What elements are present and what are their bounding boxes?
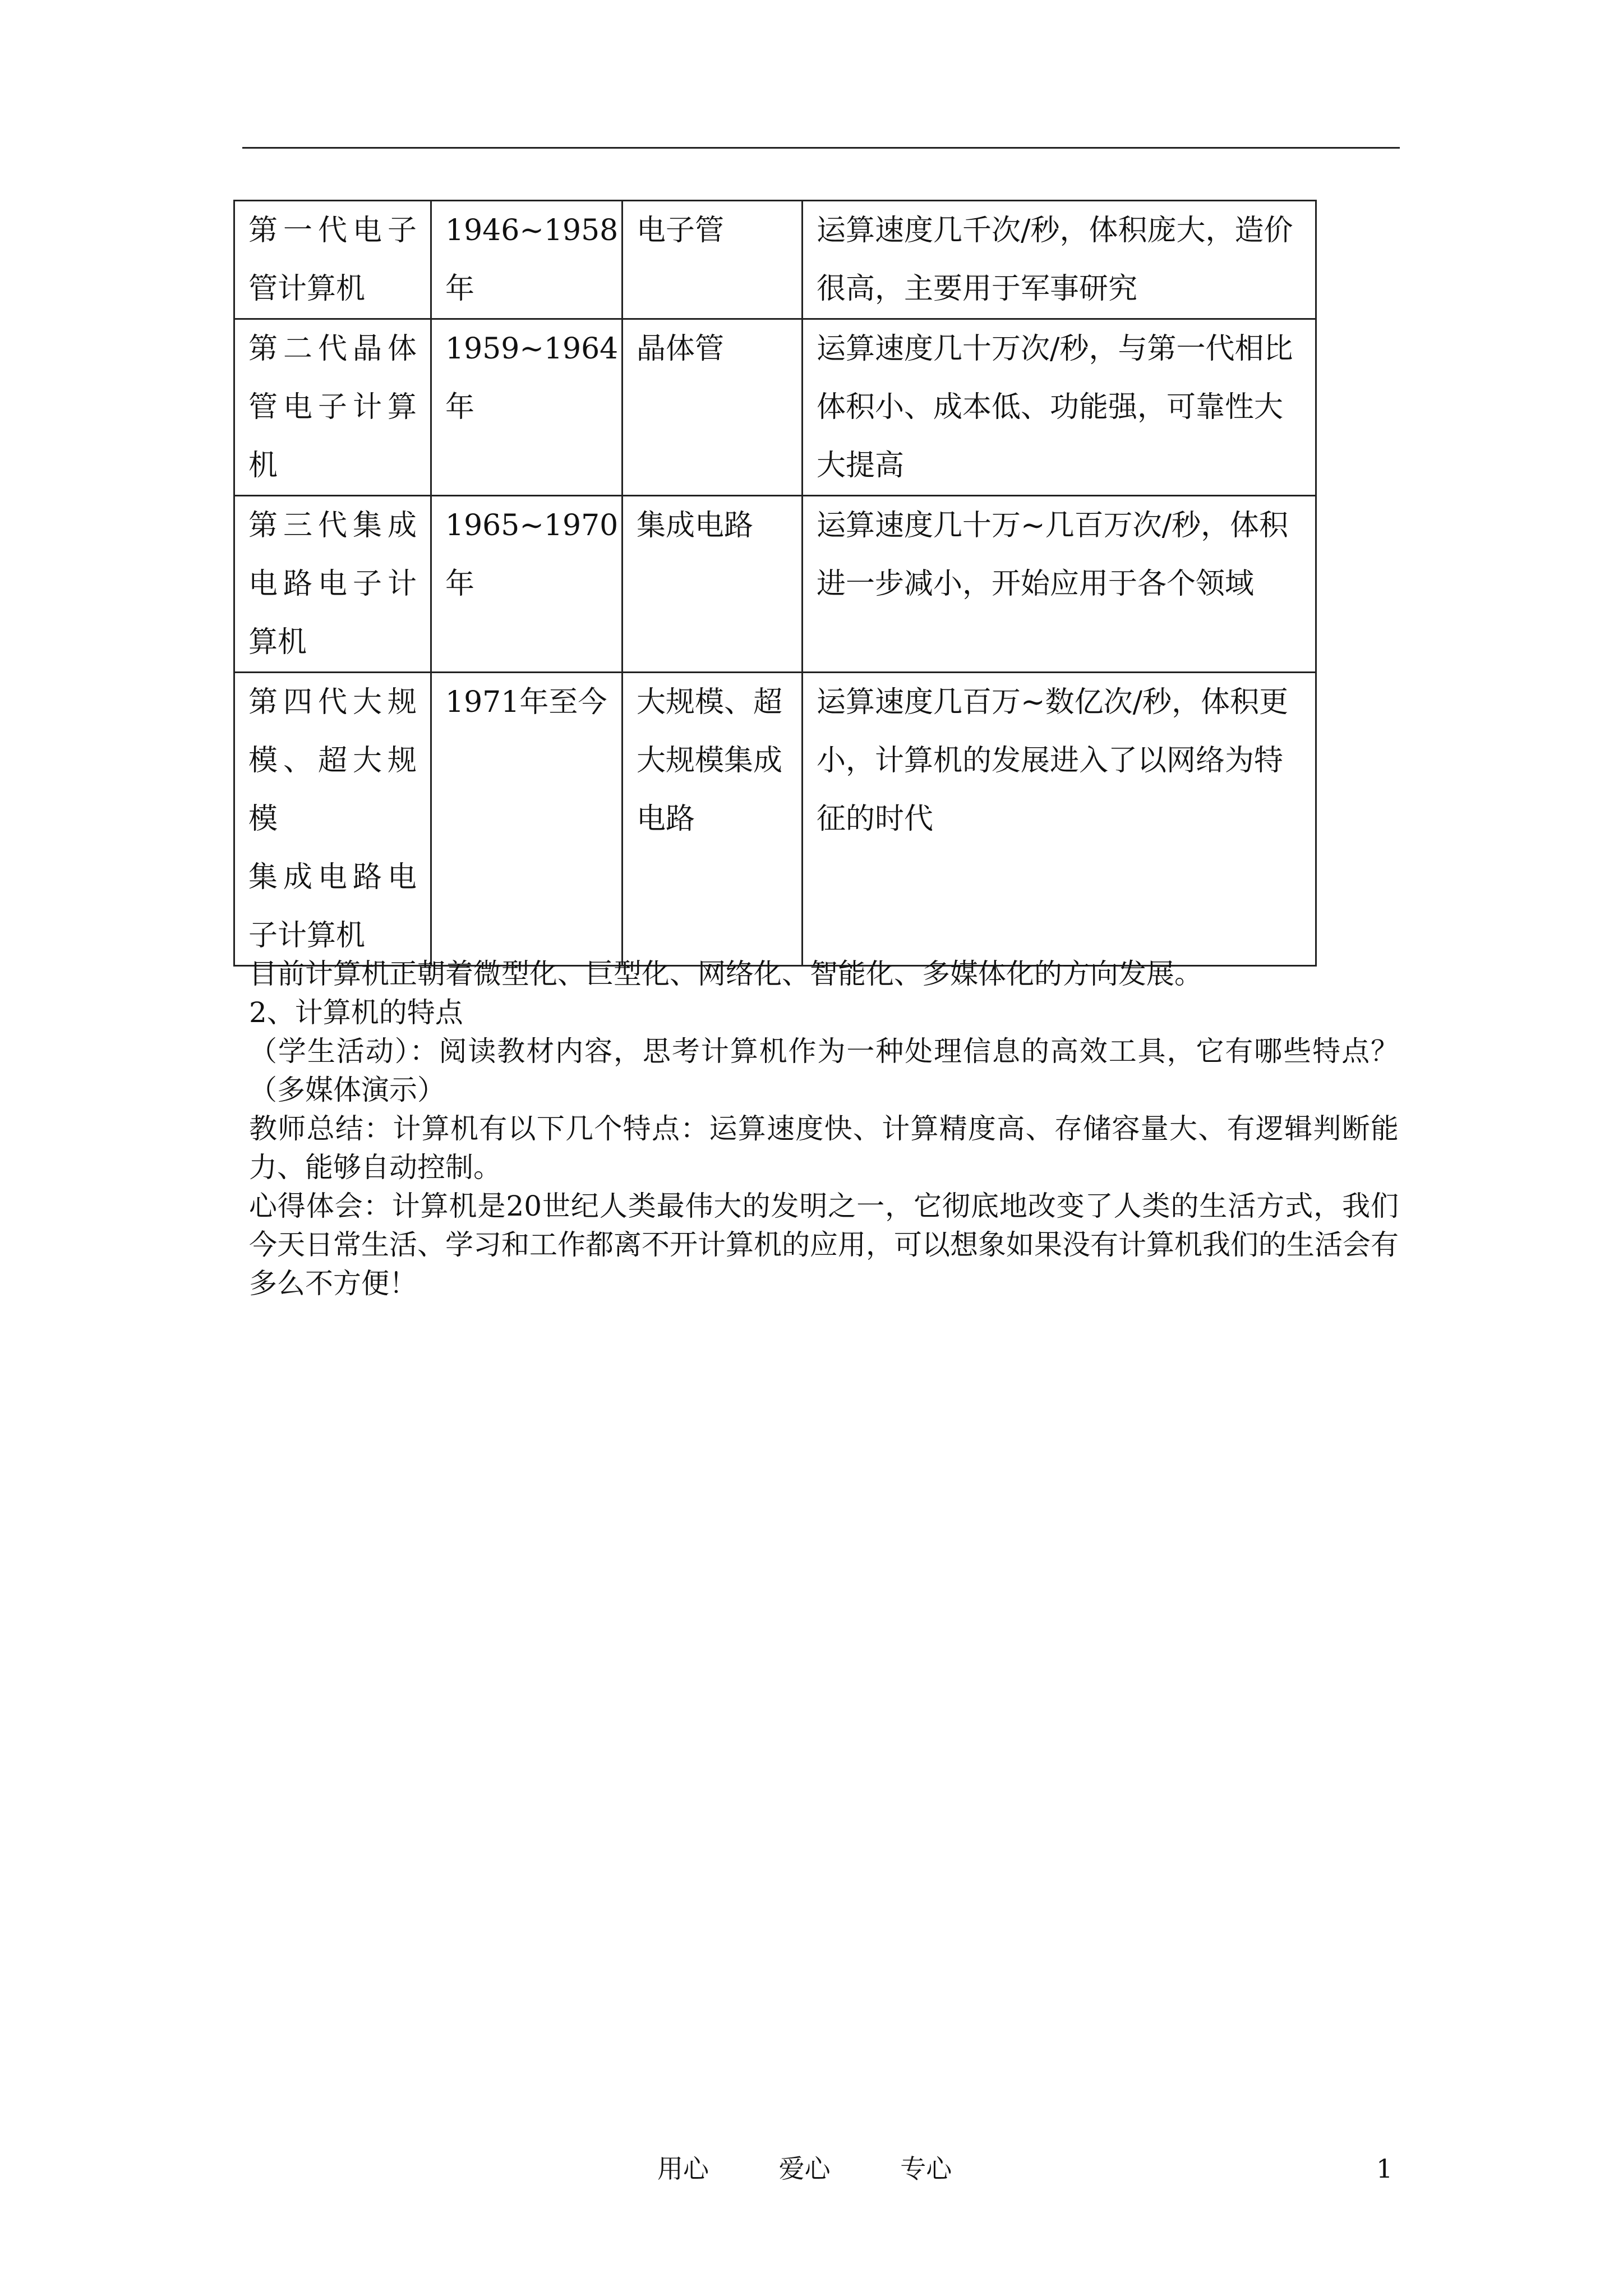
body-text [249,955,1399,1303]
computer-generations-table [233,200,1317,967]
section-heading: 2、计算机的特点 [249,996,463,1029]
table-row [234,201,1316,319]
generation-component-cell: 电子管 [623,201,803,319]
generation-component-cell: 晶体管 [623,319,803,496]
generation-description-cell: 运算速度几百万~数亿次/秒，体积更小，计算机的发展进入了以网络为特征的时代 [803,673,1316,966]
generation-description-cell: 运算速度几十万次/秒，与第一代相比体积小、成本低、功能强，可靠性大大提高 [803,319,1316,496]
generation-years-cell: 1965~1970年 [431,496,623,673]
paragraph-trend: 目前计算机正朝着微型化、巨型化、网络化、智能化、多媒体化的方向发展。 [249,958,1202,990]
footer-slogan-word: 爱心 [778,2154,831,2184]
generation-name-cell: 第二代晶体 管电子计算 机 [234,319,431,496]
table-row [234,496,1316,673]
paragraph-reflection: 心得体会：计算机是20世纪人类最伟大的发明之一，它彻底地改变了人类的生活方式，我们今天日常生活、学习和工作都离不开计算机的应用，可以想象如果没有计算机我们的生活会有多么不方便！ [249,1190,1399,1300]
generation-component-cell: 大规模、超大规模集成电路 [623,673,803,966]
generation-description-cell: 运算速度几千次/秒，体积庞大，造价很高，主要用于军事研究 [803,201,1316,319]
generation-name-cell: 第四代大规 模、超大规模 集成电路电 子计算机 [234,673,431,966]
page-number: 1 [1376,2154,1393,2184]
table-row [234,673,1316,966]
generation-years-cell: 1946~1958年 [431,201,623,319]
header-rule [242,147,1400,149]
generation-description-cell: 运算速度几十万~几百万次/秒，体积进一步减小，开始应用于各个领域 [803,496,1316,673]
generation-years-cell: 1971年至今 [431,673,623,966]
footer-slogan [657,2152,1013,2185]
generation-years-cell: 1959~1964年 [431,319,623,496]
footer-slogan-word: 用心 [657,2154,709,2184]
paragraph-student-activity: （学生活动）：阅读教材内容，思考计算机作为一种处理信息的高效工具，它有哪些特点？（多媒体演示） [249,1035,1399,1106]
footer-slogan-word: 专心 [900,2154,952,2184]
generation-name-cell: 第一代电子 管计算机 [234,201,431,319]
generation-component-cell: 集成电路 [623,496,803,673]
paragraph-teacher-summary: 教师总结：计算机有以下几个特点：运算速度快、计算精度高、存储容量大、有逻辑判断能力、能够自动控制。 [249,1112,1399,1184]
generation-name-cell: 第三代集成 电路电子计 算机 [234,496,431,673]
table-row [234,319,1316,496]
